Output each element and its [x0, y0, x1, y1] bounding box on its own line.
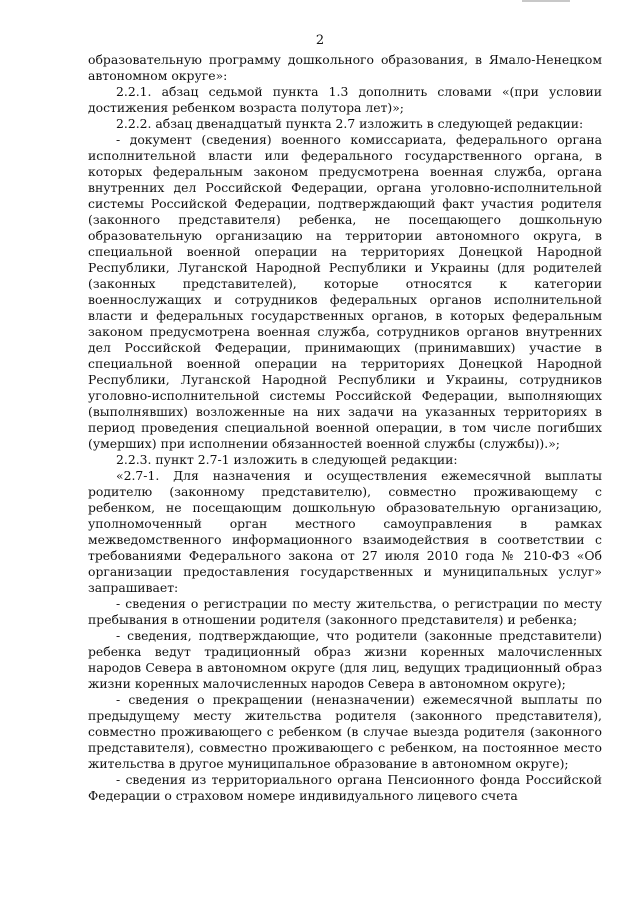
list-item-payment-termination: - сведения о прекращении (неназначении) ежемесячной выплаты по предыдущему месту жительства родителя (законного представителя), совместно проживающего с ребенком (в случае выезда родителя (законного представителя), совместно проживающего с ребенком, на постоянное место жительства в другое муниципальное образование в автономном округе);: [88, 692, 602, 771]
paragraph-2-2-3: 2.2.3. пункт 2.7-1 изложить в следующей редакции:: [116, 452, 458, 467]
document-body: [88, 52, 602, 804]
paragraph-2-2-2: 2.2.2. абзац двенадцатый пункта 2.7 изложить в следующей редакции:: [116, 116, 584, 131]
page-number: 2: [315, 33, 325, 48]
list-item-traditional-lifestyle: - сведения, подтверждающие, что родители (законные представители) ребенка ведут традиционный образ жизни коренных малочисленных народов Севера в автономном округе (для лиц, ведущих традиционный образ жизни коренных малочисленных народов Севера в автономном округе);: [88, 628, 602, 691]
paragraph-2-2-1: 2.2.1. абзац седьмой пункта 1.3 дополнить словами «(при условии достижения ребенком возраста полутора лет)»;: [88, 84, 602, 115]
scan-edge-mark: [522, 0, 570, 2]
paragraph-2-7-1: «2.7-1. Для назначения и осуществления ежемесячной выплаты родителю (законному представителю), совместно проживающему с ребенком, не посещающим дошкольную образовательную организацию, уполномоченный орган местного самоуправления в рамках межведомственного информационного взаимодействия в соответствии с требованиями Федерального закона от 27 июля 2010 года № 210-ФЗ «Об организации предоставления государственных и муниципальных услуг» запрашивает:: [88, 468, 602, 595]
paragraph-military-document: - документ (сведения) военного комиссариата, федерального органа исполнительной власти или федерального государственного органа, в которых федеральным законом предусмотрена военная служба, органа внутренних дел Российской Федерации, органа уголовно-исполнительной системы Российской Федерации, подтверждающий факт участия родителя (законного представителя) ребенка, не посещающего дошкольную образовательную организацию на территории автономного округа, в специальной военной операции на территориях Донецкой Народной Республики, Луганской Народной Республики и Украины (для родителей (законных представителей), которые относятся к категории военнослужащих и сотрудников федеральных органов исполнительной власти и федеральных государственных органов, в которых федеральным законом предусмотрена военная служба, сотрудников органов внутренних дел Российской Федерации, принимающих (принимавших) участие в специальной военной операции на территориях Донецкой Народной Республики, Луганской Народной Республики и Украины, сотрудников уголовно-исполнительной системы Российской Федерации, выполняющих (выполнявших) возложенные на них задачи на указанных территориях в период проведения специальной военной операции, в том числе погибших (умерших) при исполнении обязанностей военной службы (службы)).»;: [88, 132, 602, 451]
list-item-registration: - сведения о регистрации по месту жительства, о регистрации по месту пребывания в отношении родителя (законного представителя) и ребенка;: [88, 596, 602, 627]
paragraph-continuation: образовательную программу дошкольного образования, в Ямало-Ненецком автономном округе»:: [88, 52, 602, 83]
list-item-pension-fund: - сведения из территориального органа Пенсионного фонда Российской Федерации о страховом номере индивидуального лицевого счета: [88, 772, 602, 803]
